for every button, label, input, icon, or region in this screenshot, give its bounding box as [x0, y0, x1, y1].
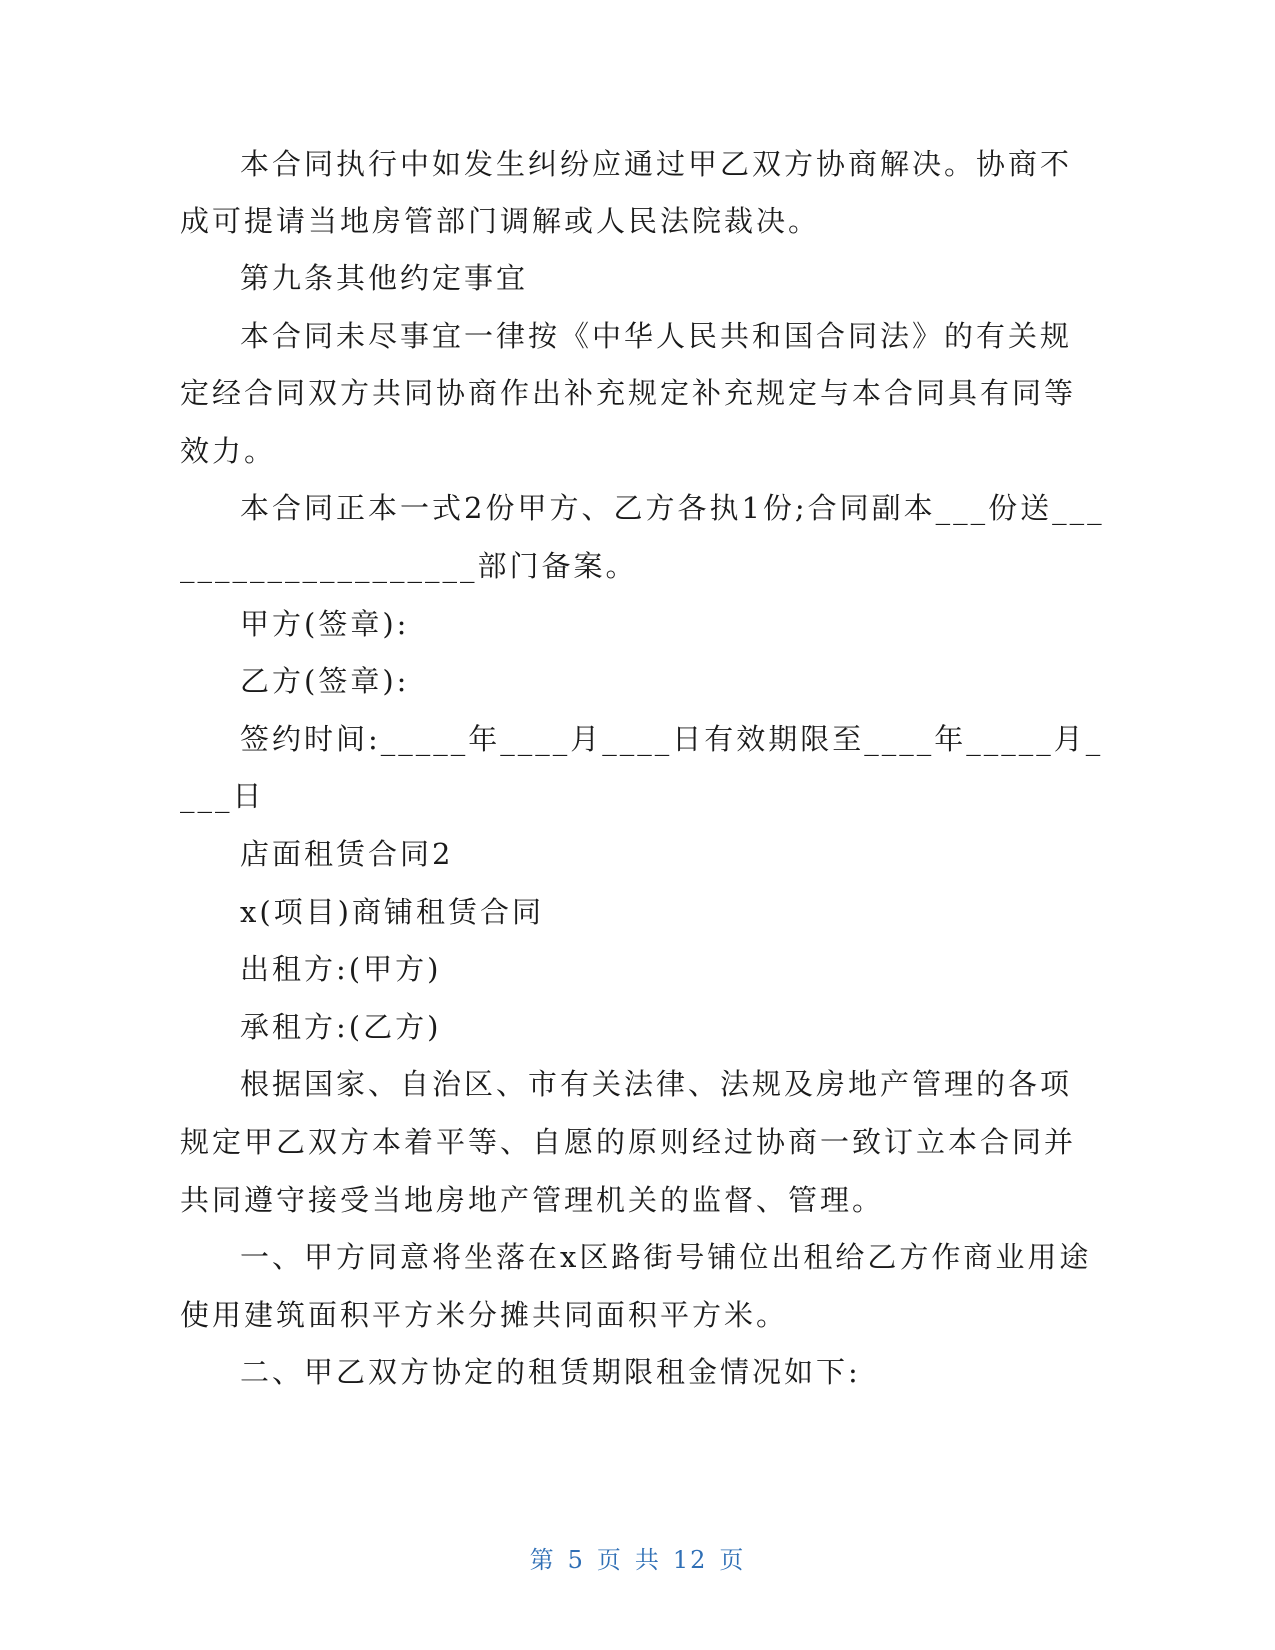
footer-page-word: 页	[596, 1546, 623, 1574]
lessee-line: 承租方:(乙方)	[240, 1010, 442, 1044]
contract-subtitle: x(项目)商铺租赁合同	[240, 895, 544, 929]
section-heading: 第九条其他约定事宜	[240, 261, 529, 295]
paragraph-line: 效力。	[180, 434, 277, 468]
paragraph-line: 本合同执行中如发生纠纷应通过甲乙双方协商解决。协商不	[240, 147, 1073, 181]
signature-party-a: 甲方(签章):	[240, 607, 410, 641]
signing-date-line: 签约时间:_____年____月____日有效期限至____年_____月_	[240, 722, 1104, 756]
paragraph-line: 一、甲方同意将坐落在x区路街号铺位出租给乙方作商业用途	[240, 1240, 1092, 1274]
footer-page-word-2: 页	[719, 1546, 746, 1574]
total-pages-number: 12	[672, 1546, 708, 1574]
paragraph-line: 二、甲乙双方协定的租赁期限租金情况如下:	[240, 1355, 861, 1389]
paragraph-line: 定经合同双方共同协商作出补充规定补充规定与本合同具有同等	[180, 376, 1077, 410]
signing-date-line: ___日	[180, 779, 265, 813]
paragraph-line: 共同遵守接受当地房地产管理机关的监督、管理。	[180, 1183, 885, 1217]
page-footer	[0, 1540, 1275, 1575]
footer-total-prefix: 共	[634, 1546, 661, 1574]
contract-title: 店面租赁合同2	[240, 837, 454, 871]
paragraph-line: 本合同未尽事宜一律按《中华人民共和国合同法》的有关规	[240, 319, 1073, 353]
paragraph-line: _________________部门备案。	[180, 549, 638, 583]
paragraph-line: 根据国家、自治区、市有关法律、法规及房地产管理的各项	[240, 1067, 1073, 1101]
paragraph-line: 使用建筑面积平方米分摊共同面积平方米。	[180, 1298, 789, 1332]
paragraph-line: 本合同正本一式2份甲方、乙方各执1份;合同副本___份送___	[240, 491, 1105, 525]
current-page-number: 5	[567, 1546, 585, 1574]
footer-prefix: 第	[529, 1546, 556, 1574]
signature-party-b: 乙方(签章):	[240, 664, 410, 698]
lessor-line: 出租方:(甲方)	[240, 952, 442, 986]
paragraph-line: 成可提请当地房管部门调解或人民法院裁决。	[180, 204, 821, 238]
paragraph-line: 规定甲乙双方本着平等、自愿的原则经过协商一致订立本合同并	[180, 1125, 1077, 1159]
